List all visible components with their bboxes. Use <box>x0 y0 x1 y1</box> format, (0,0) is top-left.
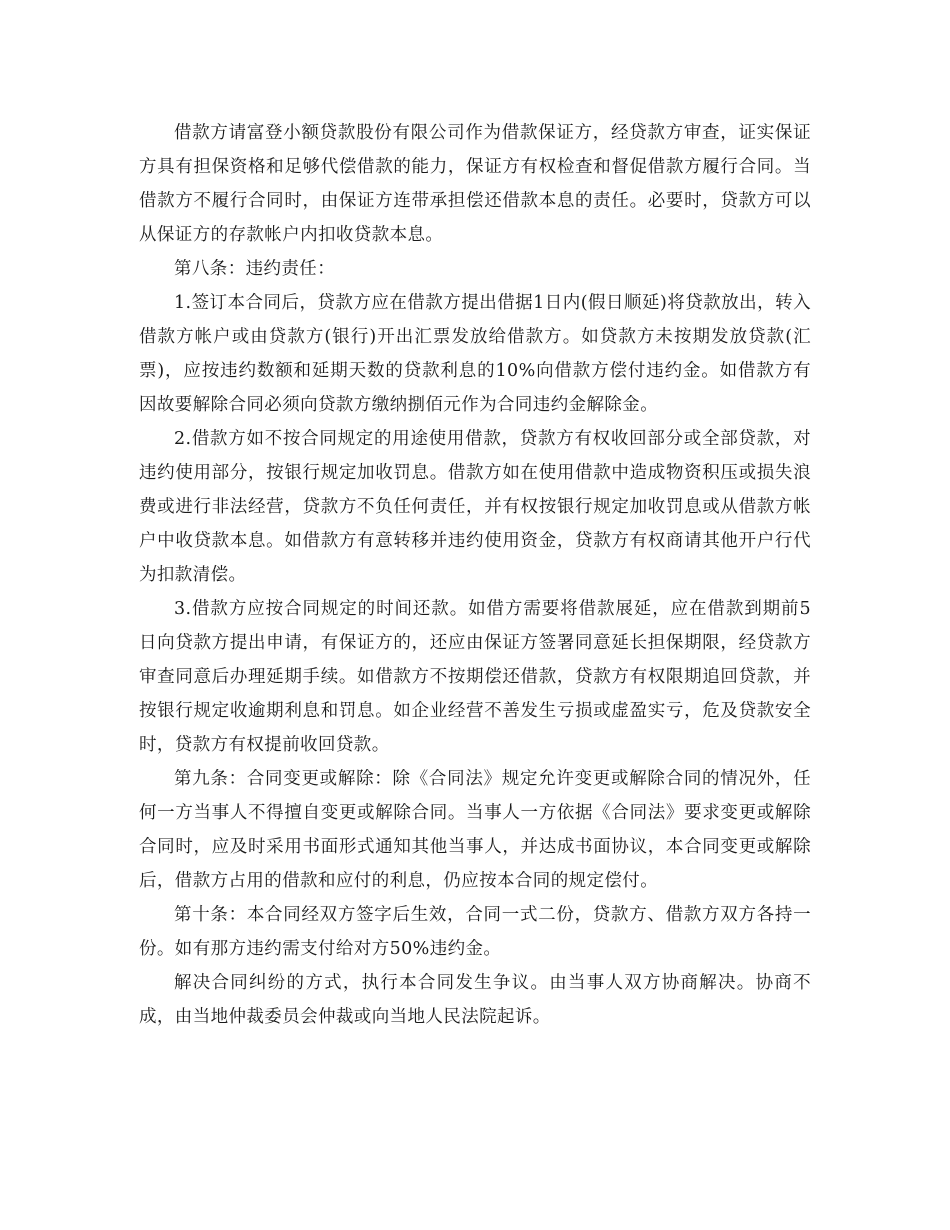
paragraph-article-10: 第十条：本合同经双方签字后生效，合同一式二份，贷款方、借款方双方各持一份。如有那方违约需支付给对方50%违约金。 <box>139 905 811 959</box>
paragraph-guarantor-clause: 借款方请富登小额贷款股份有限公司作为借款保证方，经贷款方审查，证实保证方具有担保资格和足够代偿借款的能力，保证方有权检查和督促借款方履行合同。当借款方不履行合同时，由保证方连带承担偿还借款本息的责任。必要时，贷款方可以从保证方的存款帐户内扣收贷款本息。 <box>139 123 811 245</box>
paragraph-dispute-resolution: 解决合同纠纷的方式，执行本合同发生争议。由当事人双方协商解决。协商不成，由当地仲裁委员会仲裁或向当地人民法院起诉。 <box>139 973 811 1027</box>
heading-article-8: 第八条：违约责任： <box>174 259 336 279</box>
document-body <box>139 116 811 1034</box>
paragraph-article-8-item-3: 3.借款方应按合同规定的时间还款。如借方需要将借款展延，应在借款到期前5日向贷款方提出申请，有保证方的，还应由保证方签署同意延长担保期限，经贷款方审查同意后办理延期手续。如借款方不按期偿还借款，贷款方有权限期追回贷款，并按银行规定收逾期利息和罚息。如企业经营不善发生亏损或虚盈实亏，危及贷款安全时，贷款方有权提前收回贷款。 <box>139 599 811 755</box>
paragraph-article-9: 第九条：合同变更或解除：除《合同法》规定允许变更或解除合同的情况外，任何一方当事人不得擅自变更或解除合同。当事人一方依据《合同法》要求变更或解除合同时，应及时采用书面形式通知其他当事人，并达成书面协议，本合同变更或解除后，借款方占用的借款和应付的利息，仍应按本合同的规定偿付。 <box>139 769 811 891</box>
paragraph-article-8-item-1: 1.签订本合同后，贷款方应在借款方提出借据1日内(假日顺延)将贷款放出，转入借款方帐户或由贷款方(银行)开出汇票发放给借款方。如贷款方未按期发放贷款(汇票)，应按违约数额和延期天数的贷款利息的10%向借款方偿付违约金。如借款方有因故要解除合同必须向贷款方缴纳捌佰元作为合同违约金解除金。 <box>139 293 811 415</box>
paragraph-article-8-item-2: 2.借款方如不按合同规定的用途使用借款，贷款方有权收回部分或全部贷款，对违约使用部分，按银行规定加收罚息。借款方如在使用借款中造成物资积压或损失浪费或进行非法经营，贷款方不负任何责任，并有权按银行规定加收罚息或从借款方帐户中收贷款本息。如借款方有意转移并违约使用资金，贷款方有权商请其他开户行代为扣款清偿。 <box>139 429 811 585</box>
